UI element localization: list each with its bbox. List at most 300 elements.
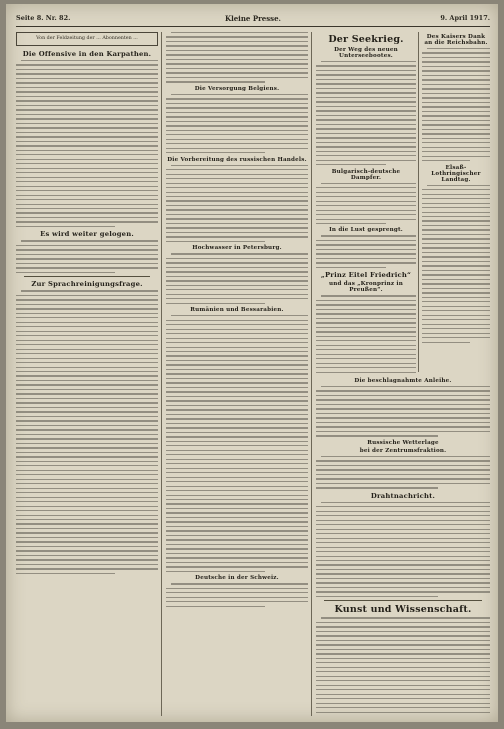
text-line <box>316 707 490 708</box>
text-line <box>422 220 490 221</box>
text-line <box>316 219 416 220</box>
text-line <box>16 384 158 385</box>
text-line <box>422 57 490 58</box>
text-line <box>16 344 158 345</box>
text-line <box>16 114 158 115</box>
text-line <box>166 107 308 108</box>
text-line <box>166 468 308 469</box>
text-line <box>316 644 490 645</box>
text-line <box>16 470 158 471</box>
article-body <box>166 583 308 607</box>
text-line <box>21 290 158 291</box>
text-line <box>166 72 308 73</box>
text-line <box>16 519 158 520</box>
text-line <box>316 474 490 475</box>
article-subheading: bei der Zentrumsfraktion. <box>359 447 447 454</box>
text-line <box>166 152 265 153</box>
text-line <box>422 120 490 121</box>
text-line <box>316 115 416 116</box>
text-line <box>166 378 308 379</box>
text-line <box>16 407 158 408</box>
text-line <box>316 435 438 436</box>
text-line <box>316 128 416 129</box>
column-rule <box>161 32 162 716</box>
text-line <box>166 355 308 356</box>
text-line <box>316 564 490 565</box>
text-line <box>166 562 308 563</box>
text-line <box>422 129 490 130</box>
text-line <box>16 371 158 372</box>
text-line <box>316 214 416 215</box>
text-line <box>316 106 416 107</box>
text-line <box>16 353 158 354</box>
article-subheading: und das „Kronprinz in Preußen“. <box>328 281 403 294</box>
subscription-notice: Von der Feldzeitung der ... Abonnenten ... <box>16 32 158 46</box>
text-line <box>166 571 265 572</box>
text-line <box>166 400 308 401</box>
text-line <box>316 533 490 534</box>
text-line <box>316 258 416 259</box>
text-line <box>166 214 308 215</box>
text-line <box>166 303 265 304</box>
text-line <box>316 578 490 579</box>
text-line <box>171 94 308 95</box>
text-line <box>21 240 158 241</box>
text-line <box>166 597 308 598</box>
text-line <box>316 363 416 364</box>
text-line <box>316 431 490 432</box>
text-line <box>422 151 490 152</box>
text-line <box>316 240 416 241</box>
text-line <box>16 541 158 542</box>
text-line <box>16 483 158 484</box>
text-line <box>166 68 308 69</box>
article-body <box>316 386 490 437</box>
article-body <box>316 617 490 716</box>
article-body <box>166 32 308 83</box>
text-line <box>166 41 308 42</box>
text-line <box>166 414 308 415</box>
text-line <box>16 380 158 381</box>
text-line <box>166 209 308 210</box>
text-line <box>16 217 158 218</box>
text-line <box>422 198 490 199</box>
text-line <box>166 508 308 509</box>
text-line <box>316 146 416 147</box>
text-line <box>16 87 158 88</box>
text-line <box>422 70 490 71</box>
text-line <box>316 569 490 570</box>
text-line <box>316 110 416 111</box>
text-line <box>422 97 490 98</box>
text-line <box>316 694 490 695</box>
text-line <box>16 258 158 259</box>
text-line <box>316 79 416 80</box>
text-line <box>16 145 158 146</box>
text-line <box>166 369 308 370</box>
text-line <box>316 631 490 632</box>
text-line <box>316 70 416 71</box>
article-body <box>316 295 416 376</box>
text-line <box>166 285 308 286</box>
text-line <box>316 511 490 512</box>
text-line <box>166 588 308 589</box>
text-line <box>422 333 490 334</box>
text-line <box>316 582 490 583</box>
text-line <box>316 142 416 143</box>
divider <box>24 276 150 277</box>
text-line <box>422 194 490 195</box>
text-line <box>166 405 308 406</box>
text-line <box>316 205 416 206</box>
text-line <box>316 133 416 134</box>
text-line <box>166 187 308 188</box>
text-line <box>171 253 308 254</box>
text-line <box>16 295 158 296</box>
text-line <box>166 512 308 513</box>
text-line <box>16 452 158 453</box>
text-line <box>16 91 158 92</box>
text-line <box>422 247 490 248</box>
text-line <box>16 96 158 97</box>
text-line <box>16 313 158 314</box>
text-line <box>316 322 416 323</box>
text-line <box>422 265 490 266</box>
text-line <box>316 101 416 102</box>
text-line <box>316 187 416 188</box>
text-line <box>422 189 490 190</box>
text-line <box>16 398 158 399</box>
text-line <box>316 622 490 623</box>
text-line <box>316 551 490 552</box>
text-line <box>171 315 308 316</box>
text-line <box>16 474 158 475</box>
text-line <box>16 375 158 376</box>
text-line <box>316 309 416 310</box>
text-line <box>16 159 158 160</box>
text-line <box>422 216 490 217</box>
text-line <box>316 591 490 592</box>
text-line <box>16 168 158 169</box>
text-line <box>422 310 490 311</box>
text-line <box>16 416 158 417</box>
text-line <box>166 121 308 122</box>
text-line <box>166 289 308 290</box>
text-line <box>16 181 158 182</box>
text-line <box>16 69 158 70</box>
text-line <box>166 427 308 428</box>
text-line <box>166 436 308 437</box>
article-heading: Elsaß-Lothringischer Landtag. <box>431 164 481 183</box>
section-heading: Kunst und Wissenschaft. <box>334 604 472 616</box>
article-body <box>316 456 490 489</box>
text-line <box>422 156 490 157</box>
text-line <box>166 373 308 374</box>
text-line <box>166 143 308 144</box>
article-body <box>422 185 490 343</box>
text-line <box>16 358 158 359</box>
text-line <box>316 327 416 328</box>
text-line <box>16 573 115 574</box>
text-line <box>16 506 158 507</box>
text-line <box>16 118 158 119</box>
text-line <box>316 249 416 250</box>
text-line <box>422 342 470 343</box>
text-line <box>422 75 490 76</box>
text-line <box>316 358 416 359</box>
text-line <box>321 235 416 236</box>
text-line <box>166 63 308 64</box>
text-line <box>16 447 158 448</box>
text-line <box>316 422 490 423</box>
text-line <box>422 88 490 89</box>
text-line <box>316 119 416 120</box>
text-line <box>422 66 490 67</box>
text-line <box>166 59 308 60</box>
text-line <box>16 317 158 318</box>
text-line <box>316 83 416 84</box>
text-line <box>321 456 490 457</box>
text-line <box>316 404 490 405</box>
text-line <box>16 136 158 137</box>
text-line <box>16 349 158 350</box>
text-line <box>422 124 490 125</box>
text-line <box>16 150 158 151</box>
article-body <box>316 235 416 268</box>
text-line <box>16 299 158 300</box>
text-line <box>316 649 490 650</box>
text-line <box>16 492 158 493</box>
text-line <box>422 256 490 257</box>
text-line <box>16 331 158 332</box>
text-line <box>166 481 308 482</box>
text-line <box>16 132 158 133</box>
text-line <box>316 192 416 193</box>
text-line <box>316 399 490 400</box>
text-line <box>16 479 158 480</box>
column-2 <box>166 32 308 716</box>
text-line <box>166 280 308 281</box>
article-body <box>316 502 490 597</box>
text-line <box>166 148 308 149</box>
article-heading: Rumänien und Bessarabien. <box>190 307 284 314</box>
text-line <box>166 77 308 78</box>
text-line <box>16 429 158 430</box>
text-line <box>166 606 265 607</box>
text-line <box>166 472 308 473</box>
page-number: Seite 8. Nr. 82. <box>16 14 71 22</box>
text-line <box>321 617 490 618</box>
text-line <box>166 454 308 455</box>
text-line <box>422 207 490 208</box>
text-line <box>422 106 490 107</box>
article-body <box>16 290 158 574</box>
article-heading: Der Seekrieg. <box>328 34 404 45</box>
text-line <box>16 199 158 200</box>
text-line <box>316 304 416 305</box>
text-line <box>422 102 490 103</box>
text-line <box>166 241 265 242</box>
text-line <box>16 177 158 178</box>
text-line <box>16 523 158 524</box>
text-line <box>316 465 490 466</box>
text-line <box>422 133 490 134</box>
text-line <box>422 292 490 293</box>
text-line <box>166 130 308 131</box>
text-line <box>16 221 158 222</box>
text-line <box>316 201 416 202</box>
text-line <box>166 418 308 419</box>
text-line <box>16 550 158 551</box>
article-heading: Russische Wetterlage <box>367 439 439 446</box>
article-heading: „Prinz Eitel Friedrich“ <box>320 271 412 280</box>
text-line <box>316 137 416 138</box>
text-line <box>316 478 490 479</box>
text-line <box>422 279 490 280</box>
text-line <box>422 337 490 338</box>
text-line <box>16 420 158 421</box>
text-line <box>16 389 158 390</box>
text-line <box>422 328 490 329</box>
text-line <box>321 295 416 296</box>
text-line <box>16 362 158 363</box>
text-line <box>422 306 490 307</box>
text-line <box>316 662 490 663</box>
text-line <box>422 315 490 316</box>
article-heading: Hochwasser in Petersburg. <box>192 245 282 252</box>
text-line <box>166 50 308 51</box>
text-line <box>316 92 416 93</box>
text-line <box>166 486 308 487</box>
text-line <box>171 165 308 166</box>
text-line <box>166 490 308 491</box>
text-line <box>316 596 438 597</box>
newspaper-page <box>6 4 498 722</box>
text-line <box>316 345 416 346</box>
column-rule <box>418 32 419 372</box>
text-line <box>166 223 308 224</box>
text-line <box>316 372 416 373</box>
text-line <box>316 160 416 161</box>
text-line <box>16 367 158 368</box>
text-line <box>166 364 308 365</box>
text-line <box>166 174 308 175</box>
text-line <box>166 445 308 446</box>
text-line <box>166 503 308 504</box>
text-line <box>316 164 386 165</box>
issue-date: 9. April 1917. <box>440 14 490 22</box>
text-line <box>166 262 308 263</box>
text-line <box>316 97 416 98</box>
text-line <box>422 270 490 271</box>
text-line <box>16 127 158 128</box>
text-line <box>422 203 490 204</box>
text-line <box>166 601 308 602</box>
text-line <box>316 390 490 391</box>
text-line <box>316 151 416 152</box>
text-line <box>316 223 386 224</box>
text-line <box>16 515 158 516</box>
text-line <box>316 560 490 561</box>
text-line <box>422 160 470 161</box>
text-line <box>316 469 490 470</box>
text-line <box>321 61 416 62</box>
article-body <box>16 240 158 273</box>
text-line <box>171 32 308 33</box>
text-line <box>16 425 158 426</box>
text-line <box>422 115 490 116</box>
text-line <box>316 626 490 627</box>
text-line <box>166 432 308 433</box>
article-heading: Bulgarisch-deutsche Dampfer. <box>331 168 401 181</box>
text-line <box>316 196 416 197</box>
text-line <box>166 360 308 361</box>
text-line <box>166 139 308 140</box>
text-line <box>422 229 490 230</box>
text-line <box>166 553 308 554</box>
text-line <box>321 183 416 184</box>
text-line <box>16 532 158 533</box>
text-line <box>316 313 416 314</box>
column-4 <box>422 32 490 376</box>
text-line <box>316 703 490 704</box>
text-line <box>316 210 416 211</box>
text-line <box>316 671 490 672</box>
text-line <box>16 304 158 305</box>
article-body <box>16 60 158 227</box>
text-line <box>166 347 308 348</box>
text-line <box>16 443 158 444</box>
text-line <box>16 461 158 462</box>
article-heading: Deutsche in der Schweiz. <box>195 575 279 582</box>
header-rule <box>16 26 490 27</box>
text-line <box>316 349 416 350</box>
article-body <box>166 315 308 572</box>
text-line <box>16 559 158 560</box>
text-line <box>16 78 158 79</box>
article-subheading: Der Weg des neuen Unterseebootes. <box>334 47 398 59</box>
text-line <box>422 52 490 53</box>
text-line <box>316 542 490 543</box>
text-line <box>422 261 490 262</box>
text-line <box>16 105 158 106</box>
text-line <box>316 712 490 713</box>
text-line <box>16 254 158 255</box>
text-line <box>166 526 308 527</box>
text-line <box>166 499 308 500</box>
text-line <box>166 294 308 295</box>
text-line <box>16 82 158 83</box>
text-line <box>166 169 308 170</box>
text-line <box>166 54 308 55</box>
text-line <box>166 530 308 531</box>
text-line <box>166 329 308 330</box>
text-line <box>316 267 386 268</box>
text-line <box>16 501 158 502</box>
text-line <box>316 88 416 89</box>
text-line <box>422 288 490 289</box>
article-heading: Es wird weiter gelogen. <box>40 230 134 239</box>
text-line <box>316 547 490 548</box>
text-line <box>316 506 490 507</box>
text-line <box>316 640 490 641</box>
text-line <box>166 544 308 545</box>
text-line <box>166 45 308 46</box>
text-line <box>316 515 490 516</box>
text-line <box>166 183 308 184</box>
masthead: Kleine Presse. <box>224 14 281 23</box>
text-line <box>16 434 158 435</box>
